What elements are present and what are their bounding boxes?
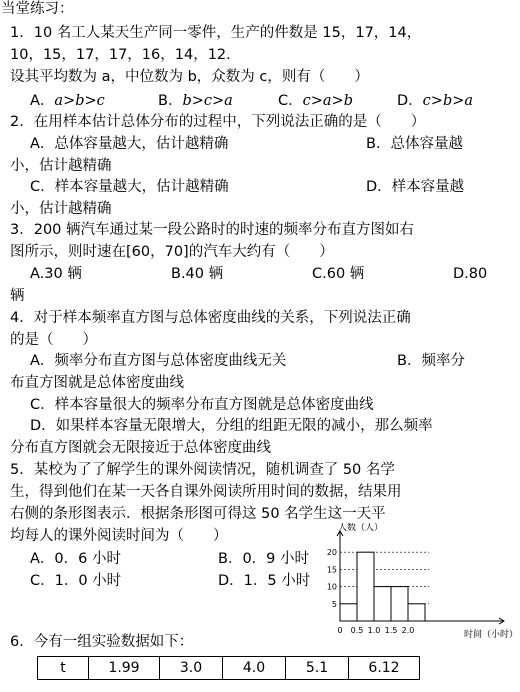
q5-option-c: C．1．0 小时 [30,573,122,589]
q5-stem-line2: 生，得到他们在某一天各自课外阅读所用时间的数据，结果用 [10,484,402,500]
q3-option-d-continued: 辆 [10,288,25,304]
x-tick-label: 1.5 [384,626,398,635]
q4-option-c: C．样本容量很大的频率分布直方图就是总体密度曲线 [30,397,374,413]
q3-option-a: A.30 辆 [30,266,82,282]
table-cell: 6.12 [349,657,420,680]
q2-option-d-continued: 小，估计越精确 [10,201,112,217]
q2-option-a: A．总体容量越大，估计越精确 [30,136,229,152]
q4-option-b: B．频率分 [397,353,465,369]
q1-stem-line3: 设其平均数为 a，中位数为 b，众数为 c，则有（ ） [10,69,369,85]
q3-stem-line2: 图所示，则时速在[60，70]的汽车大约有（ ） [10,244,334,260]
option-label: A． [30,93,55,109]
q4-option-d-line1: D．如果样本容量无限增大，分组的组距无限的减小，那么频率 [30,418,433,434]
q4-stem-line1: 4．对于样本频率直方图与总体密度曲线的关系，下列说法正确 [10,310,411,326]
reading-time-bar-chart [322,523,520,643]
table-cell: 3.0 [160,657,223,680]
q2-option-b-continued: 小，估计越精确 [10,158,112,174]
y-tick-label: 5 [331,599,337,609]
q1-option-d [397,92,473,110]
q2-option-c: C．样本容量越大，估计越精确 [30,179,229,195]
q4-option-b-continued: 布直方图就是总体密度曲线 [10,375,184,391]
q3-option-b: B.40 辆 [171,266,224,282]
q1-stem-line1: 1．10 名工人某天生产同一零件，生产的件数是 15，17，14， [10,25,422,41]
q2-option-b: B．总体容量越 [366,136,463,152]
q5-option-b: B．0．9 小时 [218,551,310,567]
chart-bar [391,587,408,621]
table-cell: 1.99 [89,657,160,680]
chart-bar [357,552,374,621]
option-text: a>b>c [54,93,105,109]
chart-labels [327,523,518,640]
option-label: C． [278,93,303,109]
q5-stem-line4: 均每人的课外阅读时间为（ ） [10,528,228,544]
table-row [38,657,420,680]
q4-option-a: A．频率分布直方图与总体密度曲线无关 [30,353,287,369]
x-tick-label: 0.5 [350,626,364,635]
chart-bar [408,604,425,621]
table-cell: 5.1 [286,657,349,680]
q2-stem: 2．在用样本估计总体分布的过程中，下列说法正确的是（ ） [10,114,426,130]
option-text: b>c>a [182,93,233,109]
y-tick-label: 20 [326,548,337,558]
q3-option-c: C.60 辆 [312,266,365,282]
x-tick-label: 0 [337,626,343,635]
chart-bar [374,587,391,621]
q5-stem-line3: 右侧的条形图表示．根据条形图可得这 50 名学生这一天平 [10,506,386,522]
q5-stem-line1: 5．某校为了了解学生的课外阅读情况，随机调查了 50 名学 [10,462,395,478]
option-text: c>a>b [302,93,353,109]
x-tick-label: 2.0 [401,626,415,635]
q3-stem-line1: 3．200 辆汽车通过某一段公路时的时速的频率分布直方图如右 [10,222,415,238]
y-tick-label: 10 [326,582,337,592]
option-label: B． [158,93,183,109]
option-label: D． [397,93,423,109]
q1-stem-line2: 10，15，17，17，16，14，12． [10,47,241,63]
worksheet-title: 当堂练习： [1,1,74,17]
q2-option-d: D．样本容量越 [366,179,465,195]
q1-option-c [278,92,353,110]
q3-option-d: D.80 [453,266,488,282]
y-tick-label: 15 [326,565,337,575]
y-axis-title: 人数（人） [338,523,384,533]
q5-option-d: D．1．5 小时 [218,573,311,589]
table-cell: t [38,657,89,680]
x-tick-label: 1.0 [367,626,381,635]
q1-option-a [30,92,105,110]
option-text: c>b>a [422,93,474,109]
q6-data-table [37,656,420,680]
x-axis-title: 时间（小时） [463,630,518,640]
q5-option-a: A．0．6 小时 [30,551,121,567]
table-cell: 4.0 [223,657,286,680]
chart-bar [340,604,357,621]
q1-option-b [158,92,233,110]
q4-option-d-line2: 分布直方图就会无限接近于总体密度曲线 [10,440,271,456]
q4-stem-line2: 的是（ ） [10,332,97,348]
q6-stem: 6．今有一组实验数据如下： [10,634,194,650]
